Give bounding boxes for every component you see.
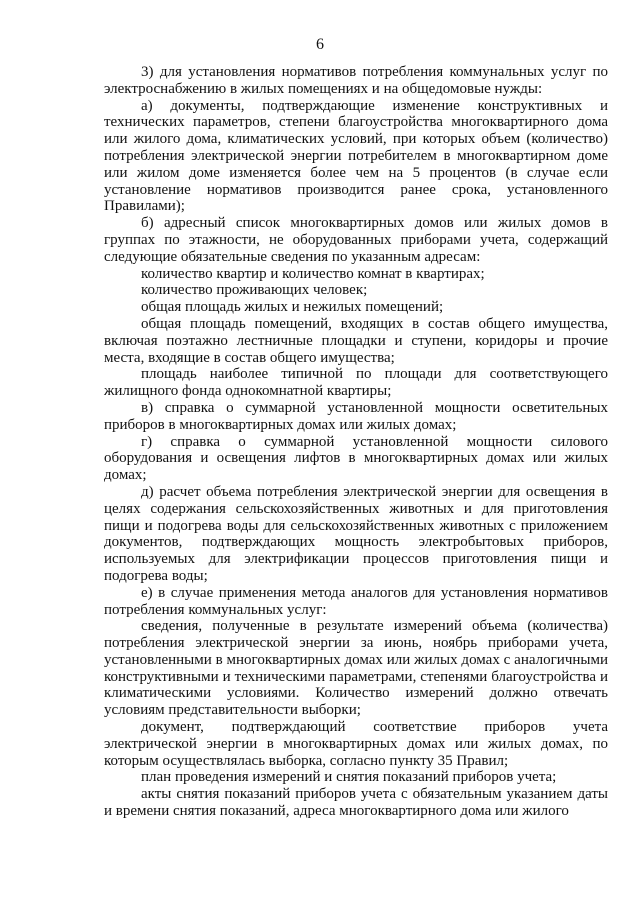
paragraph-subitem-a: а) документы, подтверждающие изменение конструктивных и технических параметров, степени благоустройства многоквартирного дома или жилого дома, климатических условий, при которых объем (количество) потребления электрической энергии потребителем в многоквартирном доме или жилом доме изменяется более чем на 5 процентов (в случае если установление нормативов производится ранее срока, установленного Правилами);	[104, 97, 608, 215]
list-item-measurement-plan: план проведения измерений и снятия показаний приборов учета;	[141, 769, 557, 786]
paragraph-subitem-b: б) адресный список многоквартирных домов или жилых домов в группах по этажности, не оборудованных приборами учета, содержащий следующие обязательные сведения по указанным адресам:	[104, 215, 608, 265]
list-item-common-property-area: общая площадь помещений, входящих в состав общего имущества, включая поэтажно лестничные площадки и ступени, коридоры и прочие места, входящие в состав общего имущества;	[104, 315, 608, 366]
list-item-measurement-data: сведения, полученные в результате измерений объема (количества) потребления электрической энергии за июнь, ноябрь приборами учета, установленными в многоквартирных домах или жилых домах с аналогичными конструктивными и техническими параметрами, степенями благоустройства и климатическими условиями. Количество измерений должно отвечать условиям представительности выборки;	[104, 618, 608, 719]
paragraph-subitem-e: е) в случае применения метода аналогов для установления нормативов потребления коммунальных услуг:	[104, 584, 608, 618]
paragraph-subitem-v: в) справка о суммарной установленной мощности осветительных приборов в многоквартирных домах или жилых домах;	[104, 399, 608, 433]
page-number: 6	[316, 36, 324, 53]
list-item-residents: количество проживающих человек;	[141, 282, 368, 299]
paragraph-subitem-g: г) справка о суммарной установленной мощности силового оборудования и освещения лифтов в многоквартирных домах или жилых домах;	[104, 433, 608, 484]
paragraph-subitem-d: д) расчет объема потребления электрической энергии для освещения в целях содержания сельскохозяйственных животных и для приготовления пищи и подогрева воды для сельскохозяйственных животных с приложением документов, подтверждающих мощность электробытовых приборов, используемых для электрификации процессов приготовления пищи и подогрева воды;	[104, 483, 608, 584]
list-item-conformity-document: документ, подтверждающий соответствие приборов учета электрической энергии в многоквартирных домах или жилых домах, по которым осуществлялась выборка, согласно пункту 35 Правил;	[104, 719, 608, 769]
list-item-apartments-rooms: количество квартир и количество комнат в квартирах;	[141, 265, 485, 282]
paragraph-item-3: 3) для установления нормативов потребления коммунальных услуг по электроснабжению в жилых помещениях и на общедомовые нужды:	[104, 64, 608, 97]
list-item-reading-acts: акты снятия показаний приборов учета с обязательным указанием даты и времени снятия показаний, адреса многоквартирного дома или жилого	[104, 786, 608, 820]
list-item-typical-apartment-area: площадь наиболее типичной по площади для соответствующего жилищного фонда однокомнатной квартиры;	[104, 366, 608, 400]
document-body	[104, 64, 608, 820]
list-item-total-area: общая площадь жилых и нежилых помещений;	[141, 299, 444, 316]
